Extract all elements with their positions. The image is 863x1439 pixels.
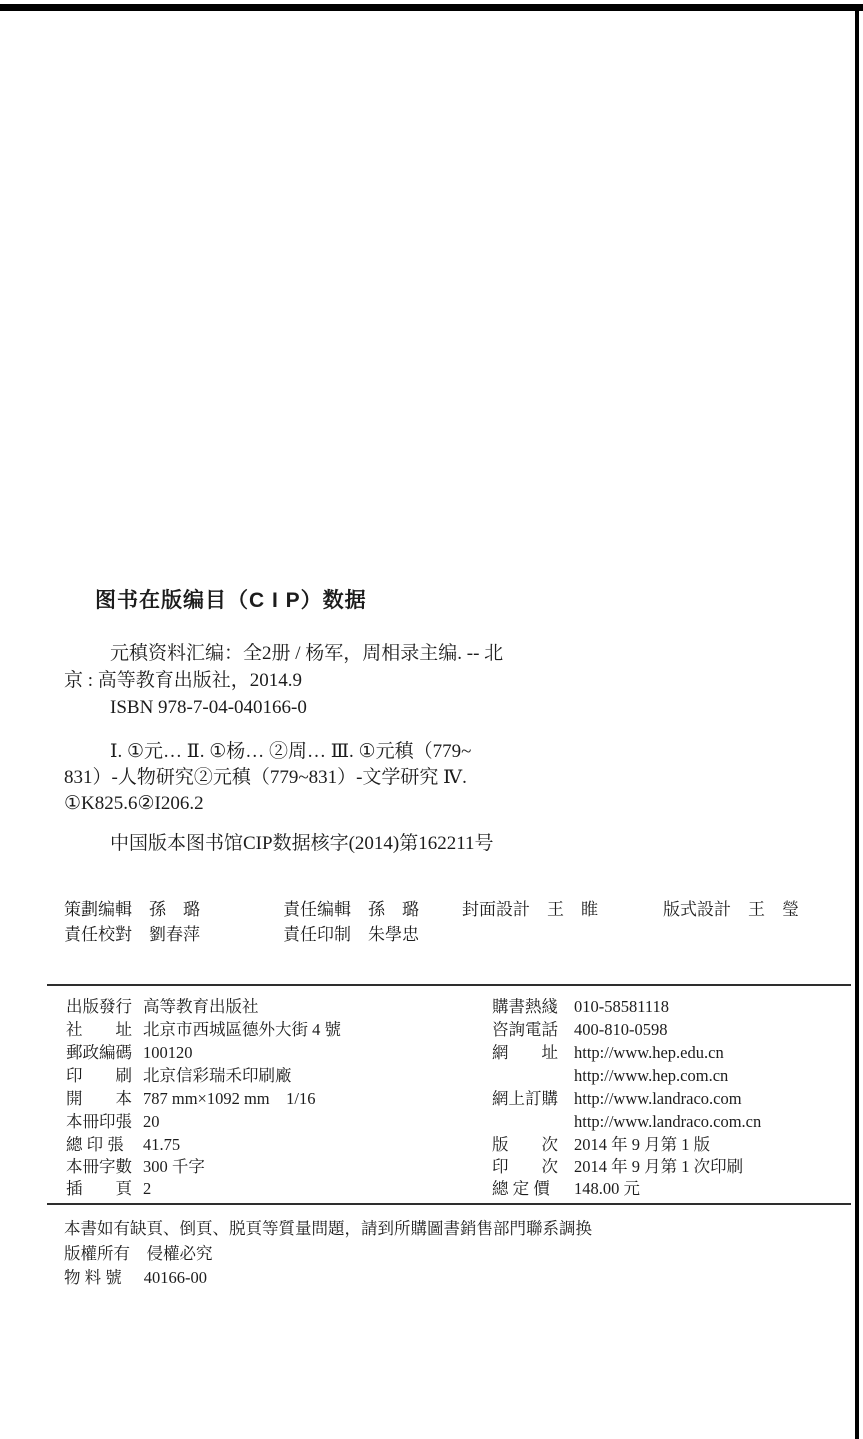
colophon-value: 2 [143, 1179, 152, 1198]
colophon-label: 版 次 [492, 1135, 558, 1154]
colophon-label: 本冊印張 [66, 1112, 132, 1131]
cip-title-line: 元稹资料汇编：全2册 / 杨军，周相录主编. -- 北 [110, 643, 504, 664]
cip-class-line: ①K825.6②I206.2 [64, 793, 204, 814]
scan-border-right [855, 4, 859, 1439]
colophon-label: 郵政編碼 [66, 1043, 132, 1062]
colophon-value: 41.75 [143, 1135, 181, 1154]
colophon-value: 787 mm×1092 mm 1/16 [143, 1089, 316, 1108]
credit-planning-editor: 策劃编輯 孫 璐 [64, 900, 200, 919]
colophon-value: 148.00 元 [574, 1179, 640, 1198]
colophon-value: http://www.hep.edu.cn [574, 1043, 724, 1062]
colophon-value: 2014 年 9 月第 1 版 [574, 1135, 711, 1154]
scan-border-top [0, 4, 863, 11]
material-number-label: 物 料 號 [64, 1268, 122, 1287]
colophon-label: 開 本 [66, 1089, 132, 1108]
colophon-value: 20 [143, 1112, 160, 1131]
colophon-value: 高等教育出版社 [143, 997, 259, 1016]
cip-record-number: 中国版本图书馆CIP数据核字(2014)第162211号 [110, 833, 494, 854]
colophon-label: 插 頁 [66, 1179, 132, 1198]
divider-rule-bottom [47, 1203, 851, 1205]
credit-layout-designer: 版式設計 王 瑩 [663, 900, 799, 919]
copyright-notice: 版權所有 侵權必究 [64, 1244, 213, 1263]
material-number-value: 40166-00 [143, 1268, 207, 1287]
material-number-row [64, 1267, 207, 1288]
cip-subject-line-2: 831）-人物研究②元稹（779~831）-文学研究 Ⅳ. [64, 767, 467, 788]
credit-cover-designer: 封面設計 王 睢 [462, 900, 598, 919]
colophon-value: 400-810-0598 [574, 1020, 668, 1039]
colophon-value: http://www.landraco.com.cn [574, 1112, 762, 1131]
cip-subject-line-1: Ⅰ. ①元… Ⅱ. ①杨… ②周… Ⅲ. ①元稹（779~ [110, 741, 472, 762]
colophon-label: 社 址 [66, 1020, 132, 1039]
colophon-value: 100120 [143, 1043, 193, 1062]
colophon-value: 2014 年 9 月第 1 次印刷 [574, 1157, 744, 1176]
colophon-label: 總 定 價 [492, 1179, 550, 1198]
colophon-value: 北京市西城區德外大街 4 號 [143, 1020, 341, 1039]
colophon-label: 網 址 [492, 1043, 558, 1062]
cip-publisher-line: 京 : 高等教育出版社，2014.9 [64, 670, 303, 691]
colophon-label: 印 刷 [66, 1066, 132, 1085]
colophon-label: 網上訂購 [492, 1089, 558, 1108]
colophon-label: 本冊字數 [66, 1157, 132, 1176]
colophon-label: 咨詢電話 [492, 1020, 558, 1039]
colophon-value: 010-58581118 [574, 997, 670, 1016]
colophon-value: http://www.hep.com.cn [574, 1066, 729, 1085]
colophon-label: 印 次 [492, 1157, 558, 1176]
colophon-label: 總 印 張 [66, 1135, 124, 1154]
colophon-value: http://www.landraco.com [574, 1089, 742, 1108]
divider-rule-top [47, 984, 851, 986]
cip-isbn-line: ISBN 978-7-04-040166-0 [110, 697, 307, 718]
quality-notice: 本書如有缺頁、倒頁、脱頁等質量問題，請到所購圖書銷售部門聯系調换 [64, 1219, 592, 1238]
colophon-label: 購書熱綫 [492, 997, 558, 1016]
credit-print-supervisor: 責任印制 朱學忠 [283, 925, 419, 944]
colophon-value: 300 千字 [143, 1157, 205, 1176]
credit-executive-editor: 責任编輯 孫 璐 [283, 900, 419, 919]
colophon-value: 北京信彩瑞禾印刷廠 [143, 1066, 292, 1085]
credit-proofreader: 責任校對 劉春萍 [64, 925, 200, 944]
cip-heading: 图书在版编目（C I P）数据 [95, 589, 367, 612]
colophon-label: 出版發行 [66, 997, 132, 1016]
